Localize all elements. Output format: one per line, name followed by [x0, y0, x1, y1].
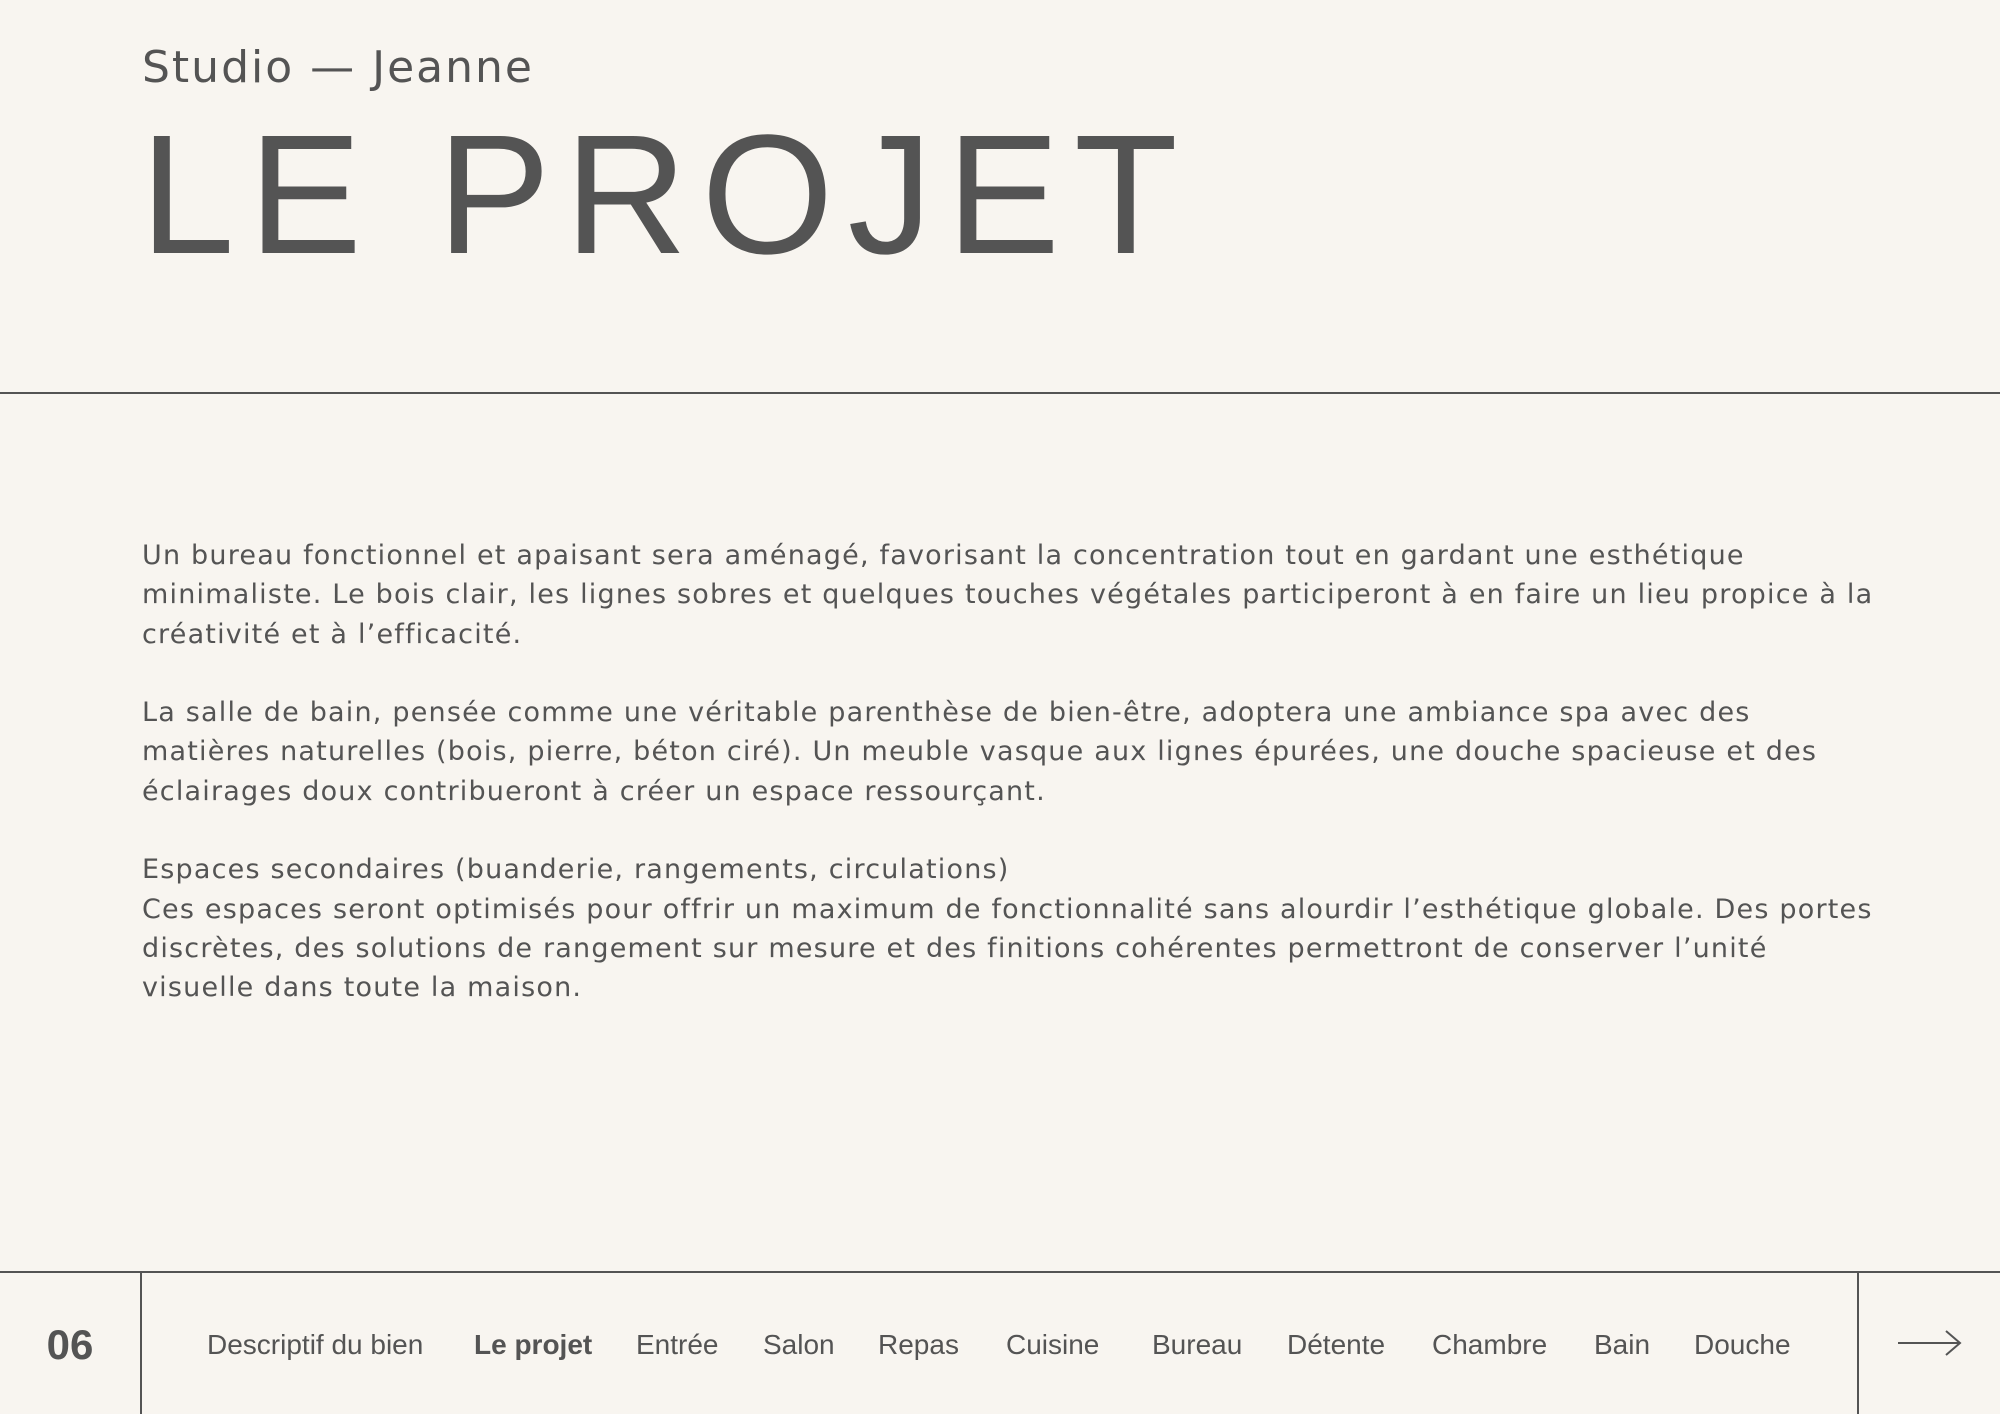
- section-nav: [142, 1272, 1857, 1414]
- footer-nav-bar: [0, 1272, 2000, 1414]
- top-divider: [0, 392, 2000, 394]
- nav-item-cuisine[interactable]: Cuisine: [1006, 1329, 1100, 1360]
- nav-item-descriptif-du-bien[interactable]: Descriptif du bien: [207, 1329, 424, 1360]
- nav-item-chambre[interactable]: Chambre: [1432, 1329, 1548, 1360]
- section-heading: Espaces secondaires (buanderie, rangements, circulations): [142, 854, 1010, 886]
- next-page-button[interactable]: [1859, 1272, 2000, 1414]
- nav-item-bain[interactable]: Bain: [1594, 1329, 1651, 1360]
- arrow-right-icon: [1897, 1328, 1963, 1358]
- paragraph-espaces-secondaires: [142, 850, 1882, 1007]
- nav-item-le-projet[interactable]: Le projet: [474, 1329, 593, 1360]
- body-text: [142, 536, 1882, 1008]
- paragraph-bureau: Un bureau fonctionnel et apaisant sera aménagé, favorisant la concentration tout en gardant une esthétique minimaliste. Le bois clair, les lignes sobres et quelques touches végétales participeront à en faire un lieu propice à la créativité et à l’efficacité.: [142, 540, 1874, 650]
- nav-item-repas[interactable]: Repas: [878, 1329, 959, 1360]
- section-text: Ces espaces seront optimisés pour offrir un maximum de fonctionnalité sans alourdir l’esthétique globale. Des portes discrètes, des solutions de rangement sur mesure et des finitions cohérentes permettront de conserver l’unité visuelle dans toute la maison.: [142, 893, 1873, 1004]
- nav-item-detente[interactable]: Détente: [1287, 1329, 1386, 1360]
- page-title: LE PROJET: [140, 100, 1192, 290]
- nav-item-salon[interactable]: Salon: [763, 1329, 835, 1360]
- paragraph-salle-de-bain: La salle de bain, pensée comme une véritable parenthèse de bien-être, adoptera une ambiance spa avec des matières naturelles (bois, pierre, béton ciré). Un meuble vasque aux lignes épurées, une douche spacieuse et des éclairages doux contribueront à créer un espace ressourçant.: [142, 697, 1818, 807]
- page-number: 06: [46, 1321, 94, 1368]
- nav-item-bureau[interactable]: Bureau: [1152, 1329, 1243, 1360]
- nav-item-entree[interactable]: Entrée: [636, 1329, 719, 1360]
- nav-item-douche[interactable]: Douche: [1694, 1329, 1791, 1360]
- brand-name: Studio — Jeanne: [142, 42, 534, 93]
